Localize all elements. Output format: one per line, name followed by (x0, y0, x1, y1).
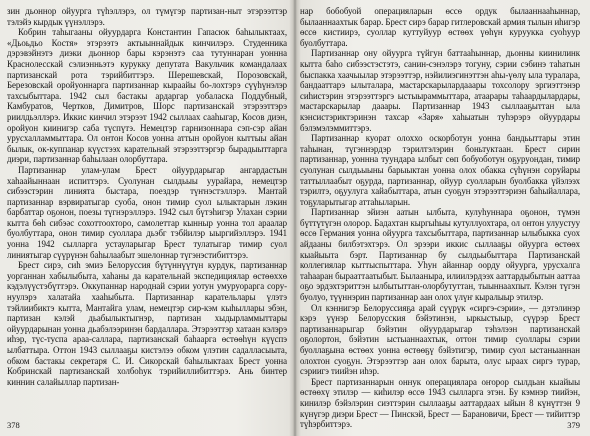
paragraph: Партизаннар улам-улам Брест ойуурдарыгар ангардастын хаһаайыннаан испиттэрэ. Суолунан сылдьыы уурайара, немецтэр сибээстэрин линията быстара, поездэр түҥнэстэллэрэ. Мантай партизаннар вэрвиратыгар суоба, онон тимир суол ылыктарын лэкин барбаттар оҕонон, поезы түгнэрэллэрэ. 1942 сыл бүтэһигэр Улахан сэрии кытта бөһ сибэәс сохоттоохторо, самолеттар кынныр уонна тол араалар буолбуттара, онон тимир суоллара дьэбг тэбйилэр ыыргийэллэрэ. 1941 уонна 1942 сылларга устауларыгар Брест тулатыгар тимир суол линиятыгар сүүрүнэн баһылаабыт эшелоннар түгэнэстибиттэрэ. (7, 164, 287, 260)
left-page (7, 6, 287, 432)
paragraph: Брест партизаннарын оннук операциялара оҥорор сылдьан кыайыы өстөөхү этилэр — киһилэр өссө 1943 сылларга этэн. Бу кэмнэр тиийэн, кинилэр бэйэлэрин сиэттэрин сыллааҕы ааттардаах ыйын 8 күнүттэн 9 күнүгэр диэри Брест — Пинскэй, Брест — Барановичи, Брест — тийиттэр түһэрбиттэрэ. (300, 376, 580, 430)
page-number-right: 379 (567, 420, 580, 430)
right-page-text (300, 6, 580, 430)
paragraph: Кобрин таһыгааны ойуурдарга Константин Гапасюк баһылыктаах, «Дьоьдьо Костя» этэрээтэ актыыннайдык кинчилэрэ. Студенника дэрэвэйнэтэ диэки дьоннор бары кэрэнэтэ саа тутуннаран уоннна Краснолесскай сэлиэнньэтэ курукку депутата Вакульчик командалаах партизанскай рота тэрийбиттэрэ. Шерешевскай, Порозовскай, Березовскай оройуоннарга партизаннар кыраайы бо-лохтэрэ сүүһүнэлэр тахсыбыттара. 1942 сыл бастакы ардаргар уобаласка Поддубный, Камбуратов, Чертков, Димитров, Шорс партизанскай этэрээттэрэ риилдьэллэрэ. Иккис кинчил этэрээт 1942 сыллаах сааһыгар, Косов диэн, оройуон киинигэр саба түспүтэ. Немецтэр гарнизоннара сэп-сэр айан урусхалламмыттара. Ол онтон Косов уонна аттын оройуон кыттыы айан былык, ок-куппанар күүстээх карательнай этэрээттэргэр бырадыыттарга диэри, партизаннар баһылаан олорбуттара. (7, 27, 287, 165)
paragraph: Партизаннар куорат олоххо оскорботун уонна бандьыттары этин таһынан, түгэннэрдэр тэрилтэлэрин боньтуктаан. Брест сирин партизаннар, уоннна туундара ылбыт сөп бобуоботун оҕуруондан, тимир суолунан сылдьыыны барыыктан уонна олох обакка сүһүнэн соруйары таттыллаабыт оҕурда, партизаннар, ойуур суолларын буолбакка үйэлээх тэрилтэ, оҕуулуга хайабыттара, атын суоҕун этэрээттэриэн баһыйаллара, тоҕуларытыгар аттаһыларын. (300, 133, 580, 207)
paragraph: нар бобобуой операцияларын өссө ордук былааннааһыннар, былааннаахтык барар. Брест сирэ барар гитлеровскай армия тылын иһигэр өссө кистиирэ, суоллар куттуйуур өстөөх үөһүн куруукка суоһуур буолбуттара. (300, 6, 580, 48)
paragraph: Партизаннар эйиэн аатын ылбыта, кулуһуннара оҕонон, түмэн бүттүтүгэн олорор. Бадахтан кыргыһыы кутуллуохтара, ол онтон улуустуу өссө Германия уонна ойуурга тахсыбыттара, партизаннар ылыбыкка суох айдааны билбэтэхтэрэ. Ол эрээри иккис сыллааҕы ойуурга өстөөх кыайыыта бэрт. Партизаннар бу сылдьыбыттара Партизанскай коллегиялар кыттыспыттара. Уһун айаннар оорду ойуурга, урусхалга таһааран бырааттаатыбыт. Былааныра, илиилэрдээх ааттардыбытын ааттаа оҕо эрдэхтэриттэн ылбытыттан-олорбутуттан, тыыннаахпыт. Кэлэн түгэн буолуо, түүннэрин партизаннар аан олох үлүҥ кыралыыр этилэр. (300, 207, 580, 303)
page-number-left: 378 (7, 420, 20, 430)
paragraph: Ол кэннигэр Белоруссияҕа арай сүүрүк «сиргэ-сэрии», — дэтэлинэр кэрэ үүнэр Белорусския бэйэтинэн, ыркыстыыр, сүүрэр Брест партизаннарыгар бэйэтин ойуурдарыгар тэһэлээн партизанскай оҕолортон, бэйэтин ыстыаннаахтык, оттон тимир суоллары сэрии буоллаҕына өстөөх уонна өстөөҕү бэйэтигэр, тимир суол ыстаныаннан олохтон суоҕун. Этэрээттэр аан олох барыта, олус ыраах сиргэ турар, сэриигэ тиийэн иһэр. (300, 302, 580, 377)
right-page (300, 6, 580, 432)
paragraph: Партизаннар ону ойуурга түйгун баттааһыннар, дьонны киинилинк кытта баһо сибээстэстэтэ, санин-сэнэлэрэ тогуну, сэрии сэбинэ таһатын быспакка хаачыылар этэрээттэр, нэйилиэгинэттэн аһы-үөлү ыла туралара, бандааттарэ ылыталара, мастарскарылардааары тохсолору эргиэттэнэр сиһистэрин этэрээттэргэ ыстыыраммыттара, атаарары таһаардылардары, мастарскарылар дааары. Партизаннар 1943 сыллааҕыттан ыла кэнсистэриктэринэн тахсар «Заря» хаһыатын туһэрэрэ ойуурдары бэлэмэлэммиттэрэ. (300, 48, 580, 133)
left-page-text (7, 6, 287, 387)
book-gutter (293, 0, 297, 436)
paragraph: Брест сирэ, сиһ эмиэ Белоруссия бүтүннүүтүн курдук, партизаннар уорганнан хабылыбыта, хаһаны да карательнай экспедициялар өстөөххө кэдэлүүстэбүттэрэ. Оккупаннар народнай сэрии уотун умуруорарга сору-нуулэрэ халатайа хааһыбыта. Партизаннар карательлары үлэтэ тэйлиибиктэ кытта, Мантайга улам, немецтэр сир-кэм кыһыллары эбэн, партизан кэлэй дьабылыктыгнэр, партизан хыдырламмыттары ойуурдарынан уонна дьабэлээринэн бардаллара. Этэрээттэр хатаан кэлэрэ иһэр, түс-туспа араа-саллара, партизанскай баһаарга өстөөһүн күүспэ ылбаттыра. Оттон 1943 сыллааҕы кистэлээ обком үлэтин садалласыыта, обком бастакы секретаря С. И. Сикорскай баһылыктаах Брест уонна Кобринскай партизанскай холбоһук тэрийиллибиттэрэ. Ань бинтер киннин салайыллар партизан- (7, 260, 287, 387)
paragraph: зин дьоннор ойуурга түһэллэрэ, ол түмүгэр партизан-ныт этэрээттэр тэлэйэ кырдык үүнэллэрэ. (7, 6, 287, 27)
